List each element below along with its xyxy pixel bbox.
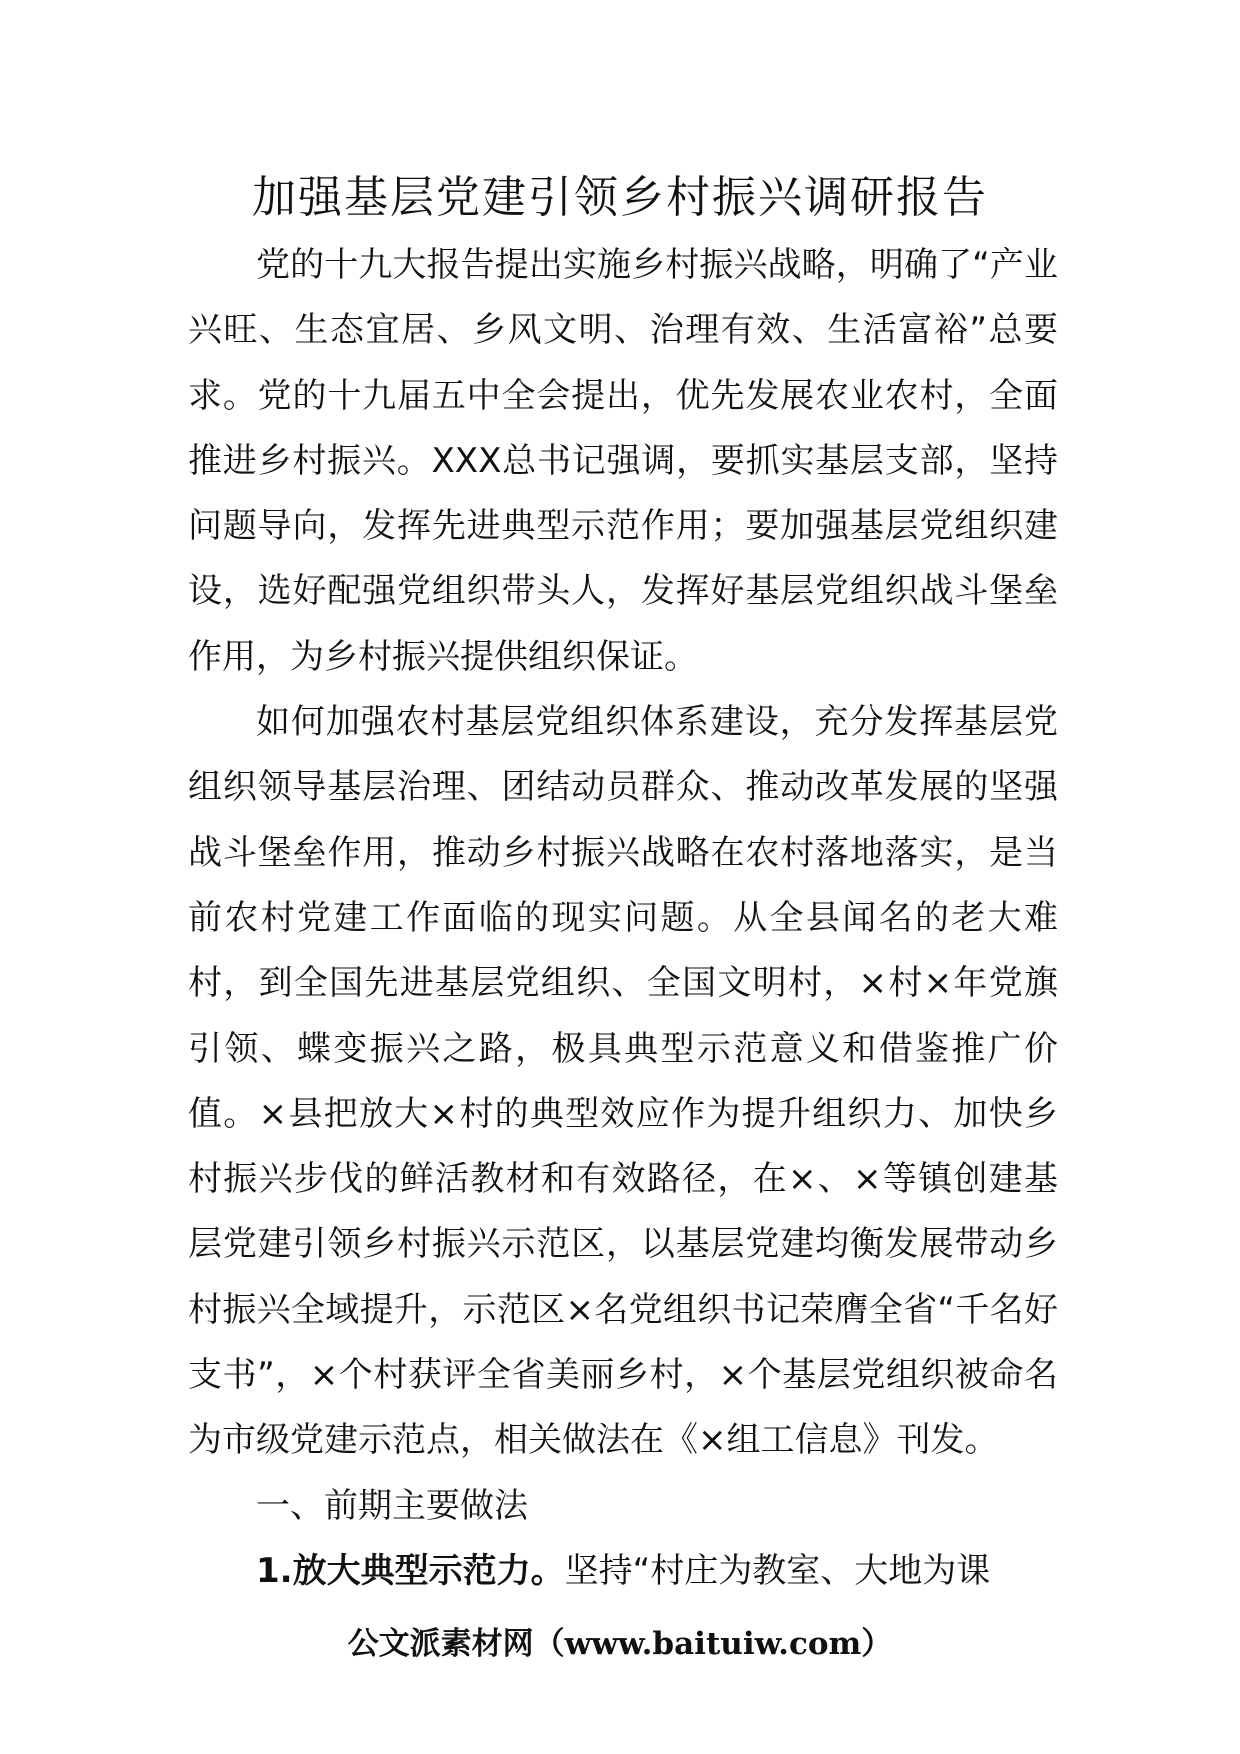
item-1-text: 坚持“村庄为教室、大地为课 [564,1550,991,1591]
paragraph-intro: 党的十九大报告提出实施乡村振兴战略，明确了“产业兴旺、生态宜居、乡风文明、治理有效、生活富裕”总要求。党的十九届五中全会提出，优先发展农业农村，全面推进乡村振兴。XXX总书记强调，要抓实基层支部，坚持问题导向，发挥先进典型示范作用；要加强基层党组织建设，选好配强党组织带头人，发挥好基层党组织战斗堡垒作用，为乡村振兴提供组织保证。 [188,245,1058,677]
section-heading: 一、前期主要做法 [256,1485,528,1526]
paragraph-item-1 [188,1539,1058,1604]
paragraph-context: 如何加强农村基层党组织体系建设，充分发挥基层党组织领导基层治理、团结动员群众、推动改革发展的坚强战斗堡垒作用，推动乡村振兴战略在农村落地落实，是当前农村党建工作面临的现实问题。从全县闻名的老大难村，到全国先进基层党组织、全国文明村，×村×年党旗引领、蝶变振兴之路，极具典型示范意义和借鉴推广价值。×县把放大×村的典型效应作为提升组织力、加快乡村振兴步伐的鲜活教材和有效路径，在×、×等镇创建基层党建引领乡村振兴示范区，以基层党建均衡发展带动乡村振兴全域提升，示范区×名党组织书记荣膺全省“千名好支书”，×个村获评全省美丽乡村，×个基层党组织被命名为市级党建示范点，相关做法在《×组工信息》刊发。 [188,702,1058,1461]
document-body [188,233,1058,1604]
document-title: 加强基层党建引领乡村振兴调研报告 [252,172,988,223]
item-1-lead: 1.放大典型示范力。 [256,1550,565,1591]
footer-watermark: 公文派素材网（www.baituiw.com） [347,1626,893,1662]
